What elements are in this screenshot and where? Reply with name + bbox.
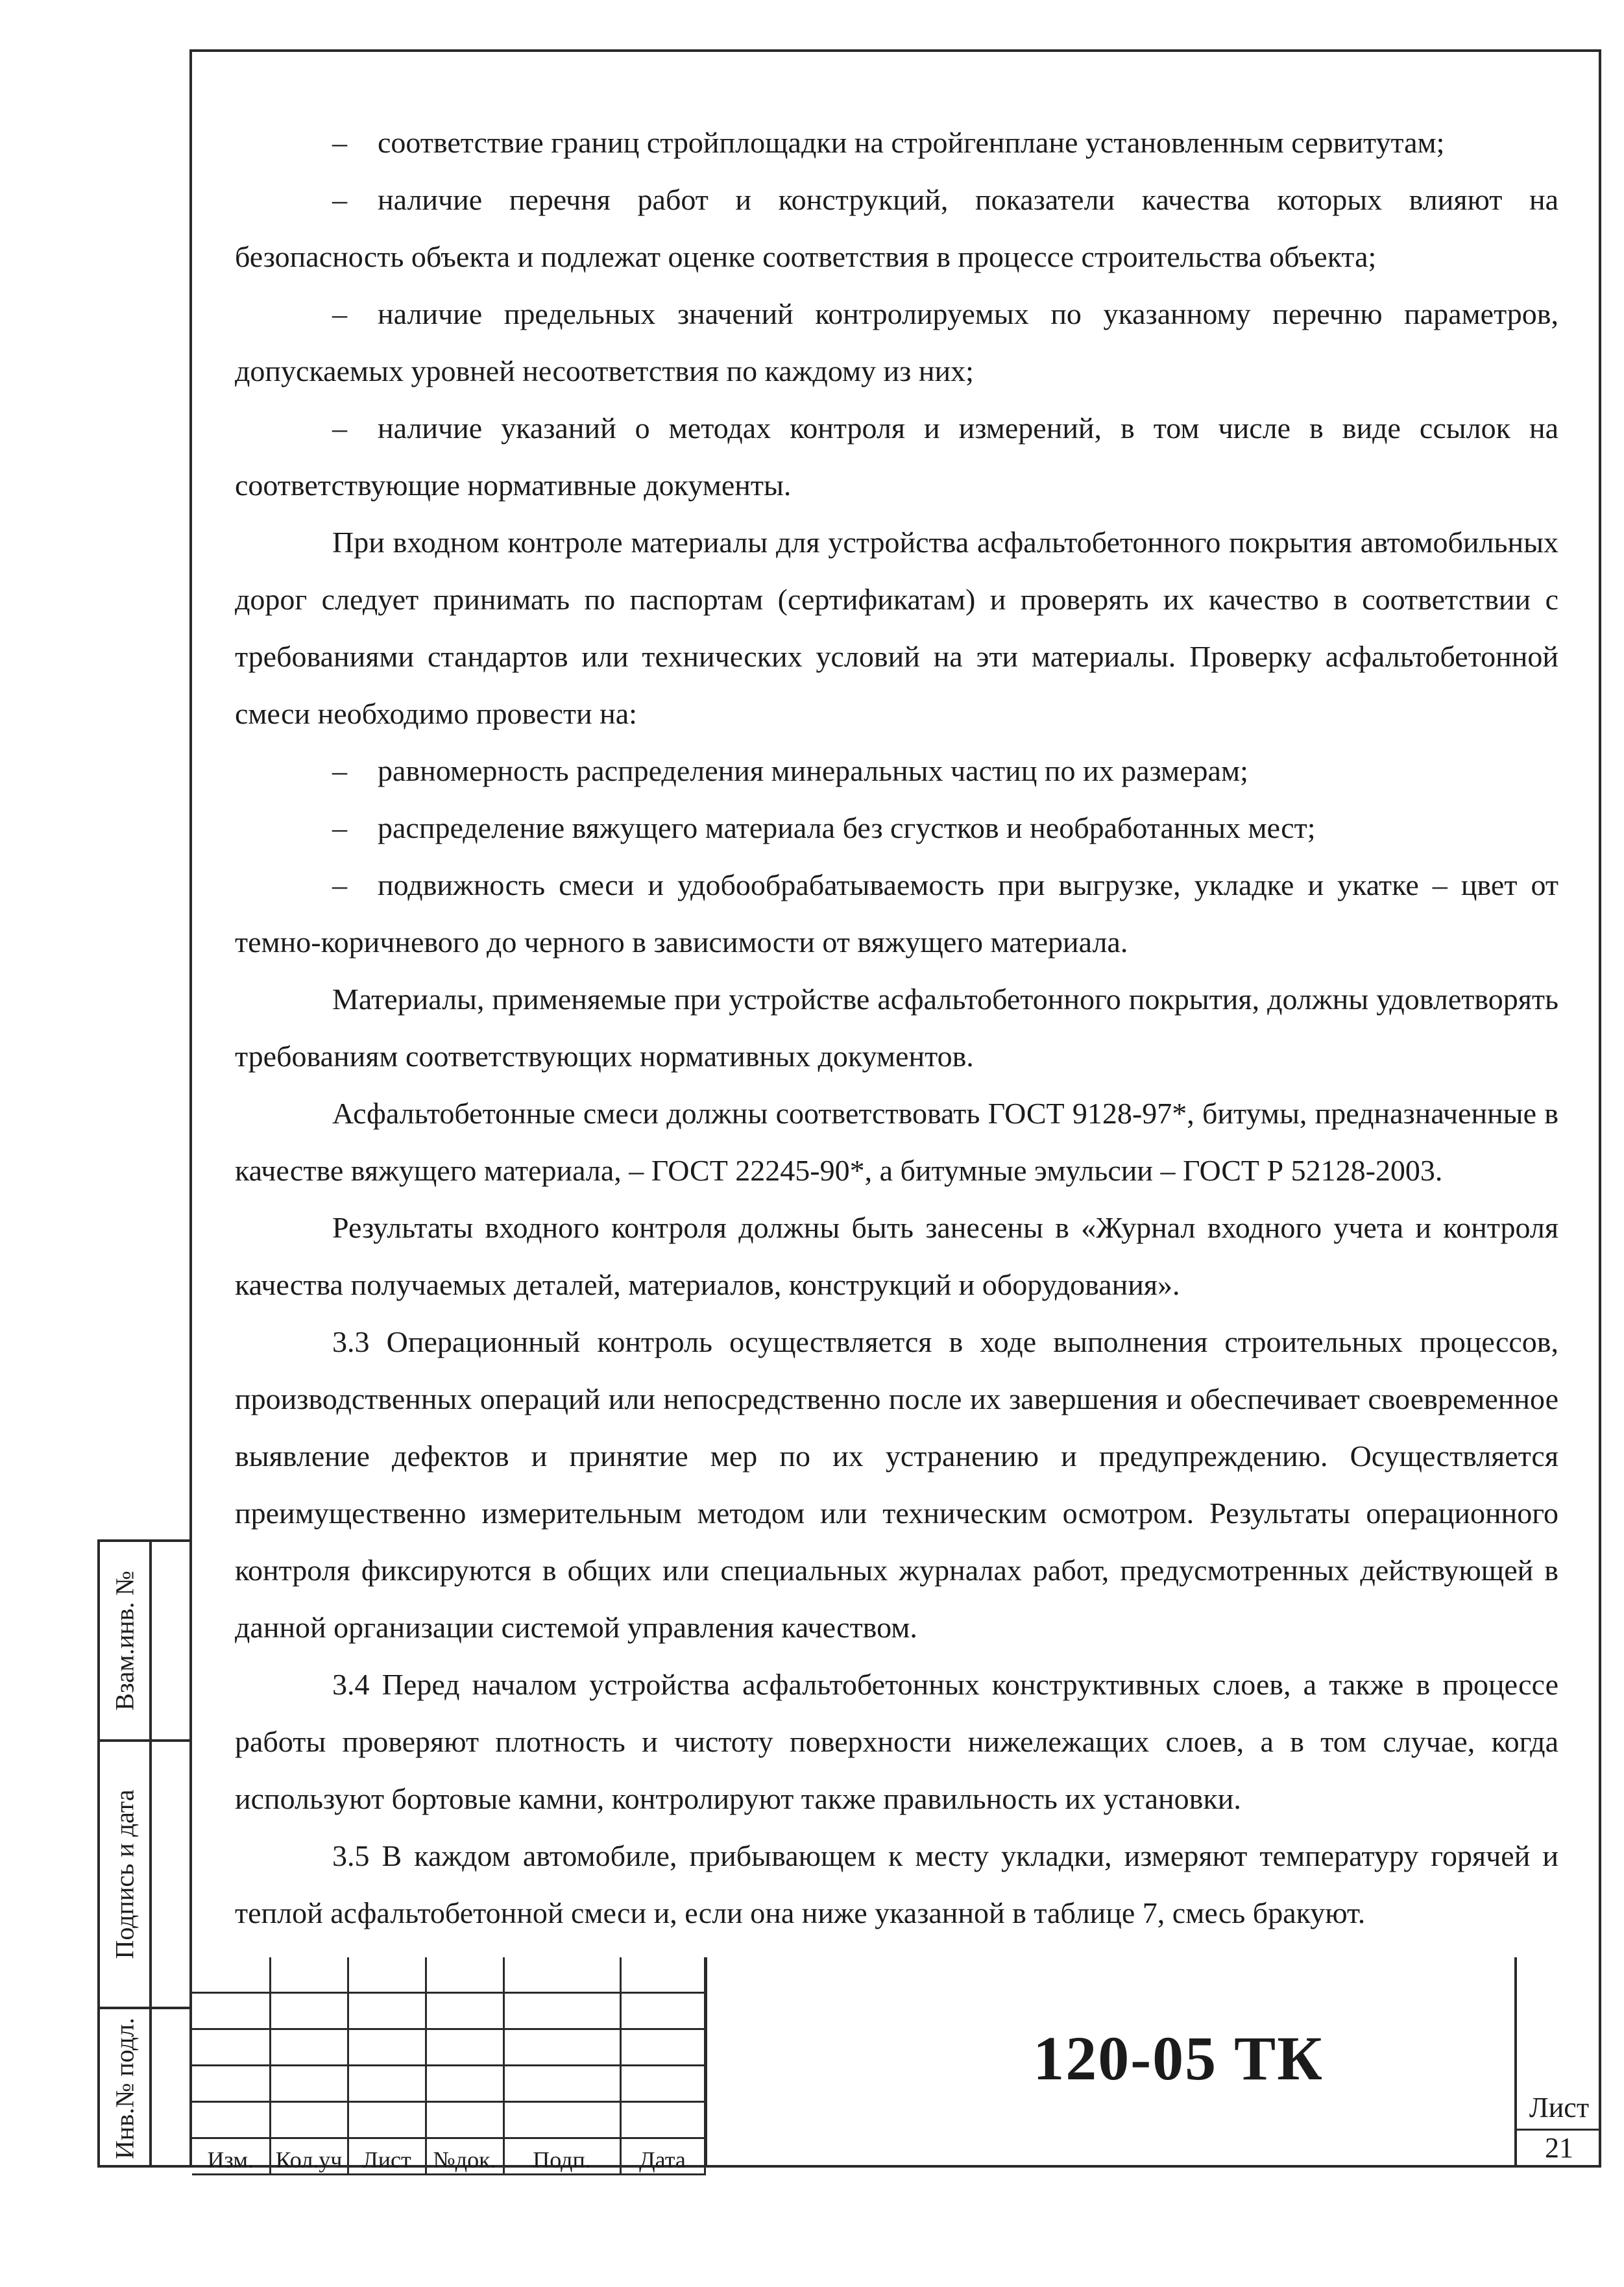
- col-podp: Подп.: [503, 2138, 620, 2175]
- paragraph: [235, 1828, 1558, 1942]
- revision-table: [192, 1957, 706, 2175]
- dash-bullet: –: [332, 411, 347, 445]
- paragraph-text: соответствие границ стройплощадки на стройгенплане установленным сервитутам;: [378, 126, 1445, 159]
- side-stamp-podpis-data: Подпись и дата: [110, 1789, 139, 1959]
- dash-bullet: –: [332, 811, 347, 844]
- side-stamp-cell-podpis: [100, 1742, 191, 2009]
- paragraph-text: равномерность распределения минеральных частиц по их размерам;: [378, 754, 1248, 787]
- side-stamp-cell-inv: [100, 2009, 191, 2168]
- dash-bullet: –: [332, 754, 347, 787]
- paragraph-text: Материалы, применяемые при устройстве асфальтобетонного покрытия, должны удовлетворять требованиям соответствующих нормативных документов.: [235, 983, 1558, 1073]
- dash-bullet: –: [332, 297, 347, 330]
- paragraph: [235, 971, 1558, 1085]
- paragraph-text: наличие указаний о методах контроля и измерений, в том числе в виде ссылок на соответствующие нормативные документы.: [235, 411, 1558, 502]
- title-block: [192, 1957, 1599, 2173]
- list-item: [235, 742, 1558, 800]
- paragraph-text: Асфальтобетонные смеси должны соответствовать ГОСТ 9128-97*, битумы, предназначенные в качестве вяжущего материала, – ГОСТ 22245-90*, а битумные эмульсии – ГОСТ Р 52128-2003.: [235, 1097, 1558, 1187]
- side-stamp-cell-vzam: [100, 1542, 191, 1742]
- dash-bullet: –: [332, 126, 347, 159]
- dash-bullet: –: [332, 183, 347, 216]
- revision-row: [192, 2102, 705, 2138]
- paragraph-text: 3.3 Операционный контроль осуществляется в ходе выполнения строительных процессов, производственных операций или непосредственно после их завершения и обеспечивает своевременное выявление дефектов и принятие мер по их устранению и предупреждению. Осуществляется преимущественно измерительным методом или техническим осмотром. Результаты операционного контроля фиксируются в общих или специальных журналах работ, предусмотренных действующей в данной организации системой управления качеством.: [235, 1325, 1558, 1644]
- dash-bullet: –: [332, 868, 347, 901]
- list-item: [235, 400, 1558, 514]
- col-data: Дата: [620, 2138, 705, 2175]
- paragraph-text: При входном контроле материалы для устройства асфальтобетонного покрытия автомобильных дорог следует принимать по паспортам (сертификатам) и проверять их качество в соответствии с требованиями стандартов или технических условий на эти материалы. Проверку асфальтобетонной смеси необходимо провести на:: [235, 526, 1558, 730]
- list-item: [235, 800, 1558, 857]
- list-item: [235, 171, 1558, 286]
- paragraph: [235, 1199, 1558, 1314]
- paragraph-text: наличие перечня работ и конструкций, показатели качества которых влияют на безопасность объекта и подлежат оценке соответствия в процессе строительства объекта;: [235, 183, 1558, 273]
- paragraph-text: наличие предельных значений контролируемых по указанному перечню параметров, допускаемых уровней несоответствия по каждому из них;: [235, 297, 1558, 387]
- list-item: [235, 114, 1558, 171]
- paragraph-text: подвижность смеси и удобообрабатываемость при выгрузке, укладке и укатке – цвет от темно-коричневого до черного в зависимости от вяжущего материала.: [235, 868, 1558, 959]
- revision-row: [192, 2066, 705, 2102]
- paragraph-text: Результаты входного контроля должны быть занесены в «Журнал входного учета и контроля качества получаемых деталей, материалов, конструкций и оборудования».: [235, 1211, 1558, 1301]
- list-item: [235, 857, 1558, 971]
- paragraph: [235, 1314, 1558, 1656]
- revision-header-row: [192, 2138, 705, 2175]
- document-body: [235, 114, 1558, 1942]
- document-code: 120-05 ТК: [1033, 2024, 1324, 2093]
- side-stamp-inv-podl: Инв.№ подл.: [110, 2018, 139, 2159]
- col-nodok: №док.: [426, 2138, 503, 2175]
- revision-row: [192, 1993, 705, 2029]
- col-list: Лист: [348, 2138, 426, 2175]
- col-izm: Изм.: [192, 2138, 270, 2175]
- paragraph-text: 3.4 Перед началом устройства асфальтобетонных конструктивных слоев, а также в процессе работы проверяют плотность и чистоту поверхности нижележащих слоев, а в том случае, когда используют бортовые камни, контролируют также правильность их установки.: [235, 1668, 1558, 1815]
- paragraph: [235, 514, 1558, 742]
- sheet-label: Лист: [1517, 2087, 1601, 2131]
- paragraph-text: 3.5 В каждом автомобиле, прибывающем к месту укладки, измеряют температуру горячей и теплой асфальтобетонной смеси и, если она ниже указанной в таблице 7, смесь бракуют.: [235, 1839, 1558, 1929]
- col-kol-uch: Кол.уч: [270, 2138, 348, 2175]
- paragraph: [235, 1085, 1558, 1199]
- side-stamp: [97, 1539, 191, 2168]
- list-item: [235, 286, 1558, 400]
- paragraph: [235, 1656, 1558, 1828]
- revision-row: [192, 1957, 705, 1993]
- paragraph-text: распределение вяжущего материала без сгустков и необработанных мест;: [378, 811, 1316, 844]
- sheet-box: [1514, 1957, 1601, 2165]
- sheet-number: 21: [1545, 2132, 1573, 2164]
- side-stamp-vzam-inv: Взам.инв. №: [110, 1571, 139, 1711]
- revision-row: [192, 2029, 705, 2066]
